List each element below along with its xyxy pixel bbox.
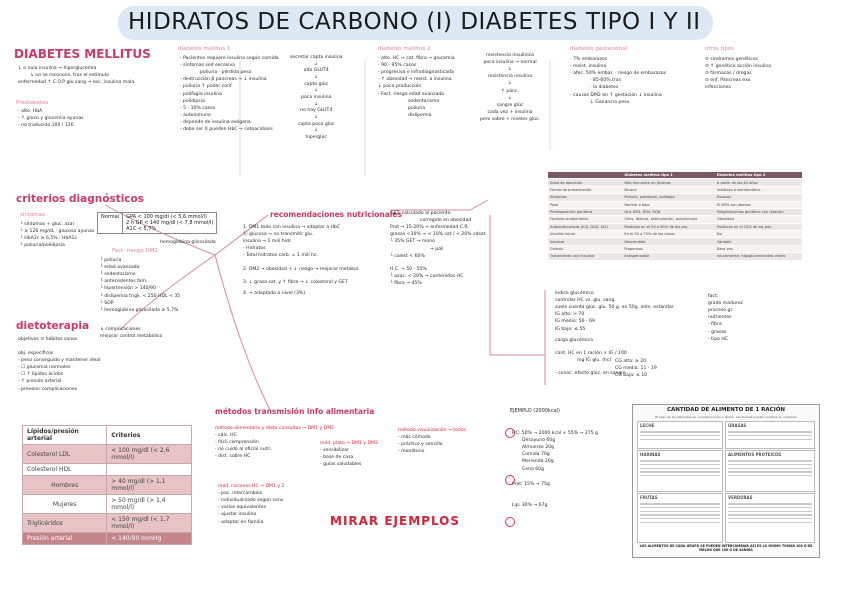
note-line: · 85-60% tras [590,78,621,84]
table-cell: Propensos [622,245,715,252]
table-cell: > 40 mg/dl (> 1,1 mmol/l) [107,476,192,495]
note-line: índice glucémico [555,291,594,296]
note-line: ↳ no se reconoce, tras el estímulo [30,73,109,79]
table-cell: No [715,231,802,238]
flow-step: resistencia insulina [488,74,533,80]
mirar-ejemplos-label: MIRAR EJEMPLOS [330,514,461,528]
step-1-circle-icon [505,428,515,438]
note-line: suele cuenta glúc. glu. 50 g. en 50g. alim. estándar [555,305,674,311]
food-cell-leche [637,421,723,449]
note-line: - tipo HC [708,336,729,342]
note-line: GET: calculado al paciente [390,211,451,216]
comparison-table-wrapper [548,172,802,261]
note-line: CG alta: ≥ 20 [615,359,647,364]
note-line: ⓑ glucosa → no transmitir glu. [243,232,314,238]
flow-step: poca insulina → normal [483,60,537,66]
criterios-sub-label: síntomas [20,212,45,218]
table-row [548,186,802,193]
note-line: ↓ poca producción [378,84,422,90]
note-line: └ azúc. < 20% → contenidos HC [390,273,464,279]
note-line: └ ≥ 126 mg/dL · glucosa ayunas [20,229,95,235]
normal-values [123,213,217,234]
note-line: IG medio: 56 - 69 [555,319,595,325]
note-line: H.C. → 50 - 55% [390,266,427,272]
gestacional-notes [570,56,666,106]
table-cell: Brusca [622,186,715,193]
food-cell-label: FRUTAS [640,495,658,500]
flow-arrow: ↓ [314,101,319,107]
note-line: └ fibra → 45% [390,280,422,286]
flow-arrow: ↓ [314,61,319,67]
box-caption: hemoglobina glicosilada [160,240,216,245]
ejemplo-notes [512,430,598,509]
note-line: obj. específicos [18,351,54,356]
food-cell-proteicos [725,450,815,492]
note-line: └ dislipemia trigli. < 250 HDL < 35 [100,293,181,299]
note-line: - varios equivalentes [218,505,266,511]
table-row [23,445,192,464]
note-line: fact. [708,294,719,299]
dietoterapia-objetivos [18,336,77,343]
risk-notes [100,257,180,314]
table-cell: Descendida [622,238,715,245]
note-line: corregido en obesidad [420,218,472,224]
note-line: · polifagia insulina [180,91,222,97]
metodos-col2 [320,440,378,468]
table-cell: Insidiosa o asintomática [715,186,802,193]
note-line: método alimentario y dieta consultas → DM1 y DM2 [215,426,335,431]
note-line: Merienda 20g [522,459,554,465]
note-line: Comida 70g [522,452,550,458]
note-line: poliuria · pérdida peso [200,70,252,76]
dm2-heading: diabetes mellitus 2 [378,46,431,52]
dietoterapia-notes [18,350,101,393]
note-line: Lip: 30% → 67g [512,502,548,508]
flow-step: ↑ pánc. [501,88,520,94]
note-line: - base de casa [320,455,354,461]
table-header: Criterios [107,426,192,445]
table-cell: Síntomas [548,194,622,201]
note-line: - autoinmune [180,112,211,118]
note-line: - Fact. riesgo edad avanzada [378,91,445,97]
flow-arrow: ↓ [508,67,512,73]
note-line: - progresiva e infradiagnosticada [378,70,454,76]
note-line: Desayuno 60g [522,438,556,444]
table-cell: Inicialmente, hipoglucemiantes orales [715,253,802,260]
note-line: infecciones [705,85,731,91]
note-line: └ hipertensión > 140/90 [100,286,156,292]
table-cell: A partir de los 40 años [715,179,802,186]
note-line: ⊙ síndromes genéticos [705,57,758,62]
dm1-heading: diabetes mellitus 1 [178,46,231,52]
table-cell: Factores ambientales [548,216,622,223]
flow-step: cada vez + insulina [487,109,533,115]
criterios-notes [20,221,94,249]
note-line: enfermedad ↑ C.O.P glu sang → sec. insulina mala [18,80,135,86]
note-line: - destrucción β pancreas → ↓ insulina [180,77,267,83]
metodos-col4 [218,483,285,526]
food-cell-label: ALIMENTOS PROTEICOS [728,452,782,457]
note-line: - grasas [708,329,727,335]
note-line: - cálc. HC [215,433,237,439]
table-row [23,533,192,545]
note-line: - ajustar insulina [218,512,257,518]
note-line: - ☐ glucemia normales [18,365,71,371]
table-cell: Predisposición genética [548,208,622,215]
note-line: ↓ o nula insulina → hiperglucemia [18,66,97,71]
table-row [548,179,802,186]
table-cell: Hombres [23,476,107,495]
food-cell-label: LECHE [640,423,655,428]
table-cell: Mujeres [23,495,107,514]
note-line: → poli [430,246,444,252]
flow-arrow: ↓ [508,81,512,87]
food-chart-subtitle: El peso de los alimentos se considera crudo y limpio. Las formas pueden medirse en cucharas [655,415,797,419]
note-line: - más cómodo [398,435,431,441]
note-line: IG alto: > 70 [555,312,585,318]
table-cell: Rara vez [715,245,802,252]
table-cell: Cetosis [548,245,622,252]
food-ration-chart [632,404,820,558]
table-header: Lípidos/presión arterial [23,426,107,445]
note-line: - resist. insulina [570,64,607,70]
table-cell [107,464,192,476]
table-row [548,238,802,245]
note-line: IG bajo: ≤ 55 [555,326,586,332]
note-line: - peso conseguido y mantener ideal [18,358,101,364]
note-line: - ↑ presión arterial [18,379,62,385]
food-cell-label: GRASAS [728,423,747,428]
note-line: sedentarismo [408,98,440,104]
criterios-heading: criterios diagnósticos [16,193,144,205]
note-line: └ SOP [100,300,114,306]
flow-step: capta glúc [304,81,329,87]
note-line: └ sedentarismo [100,272,136,278]
table-cell: Triglicéridos [23,514,107,533]
table-cell: Poligénica/mas genética con relación [715,208,802,215]
diabetes-mellitus-notes [18,65,134,86]
note-line: grado madurez [708,301,743,307]
note-line: ⊙ fármacos / drogas [705,71,752,77]
carga-glucemica-notes [615,358,657,379]
note-line: Cena 60g [522,466,544,472]
note-line: méd. plato → DM1 y DM2 [320,441,379,446]
table-cell: < 150 mg/dl (< 1,7 mmol/l) [107,514,192,533]
table-cell: Tratamiento con insulina [548,253,622,260]
note-line: └ 35% GET → mono [390,239,435,245]
flow-step: capta poca glúc [297,121,335,127]
note-line: - depende de insulina exógena [180,119,251,125]
table-row [23,514,192,533]
note-line: objetivos ⊙ hábitos sanos [18,337,78,342]
table-cell: Colesterol LDL [23,445,107,464]
comparison-header-row [548,172,802,179]
table-row [548,223,802,230]
note-line: CG media: 11 - 19 [615,366,657,372]
otros-tipos-heading: otros tipos [705,46,735,52]
note-line: 2. DM2 → obesidad + ↓ riesgo → mejorar metabol. [243,266,360,272]
get-notes [390,210,485,287]
note-line: ⊙ enf. Páncreas exo [705,78,751,84]
note-line: - individualizado según cons. [218,498,285,504]
flow-arrow: ↓ [314,114,319,120]
lipidos-table [22,425,192,545]
note-line: mg IG glu. (hc) [577,357,612,363]
note-line: dislipemia [408,112,432,118]
note-line: mejorar control metabólico [100,334,163,340]
table-cell: Presión arterial [23,533,107,545]
table-row [548,216,802,223]
flow-step: alto GLUT4 [303,68,329,74]
otros-tipos-notes [705,56,771,92]
note-line: ⊙ ↑ genética acción insulina [705,64,772,70]
table-cell: Peso [548,201,622,208]
note-line: └ hemoglobina glicosilada ≥ 5,7% [100,307,179,313]
note-line: - no traducido 100 / 126 [18,123,74,129]
table-cell: Obesidad [715,216,802,223]
table-row [548,245,802,252]
gestacional-heading: diabetes gestacional [570,46,627,52]
table-cell: Edad de aparición [548,179,622,186]
table-row [23,495,192,514]
note-line: - dist. sobre HC [215,454,251,460]
table-row [23,476,192,495]
note-line: grasas <30% → < 10% sat / < 20% cdsat [390,232,486,238]
flow-arrow: ↓ [314,74,319,80]
note-line: - afec. 50% embar. · riesgo de embarazos [570,71,666,77]
note-line: controlar HC vs. glu. sang. [555,298,616,304]
table-cell: < 140/90 mmHg [107,533,192,545]
flow-step: sangre glúc [496,102,524,108]
step-3-circle-icon [505,517,515,527]
note-line: 3. ↓ grasa sat. y ↑ fibra → ↓ colesterol y GET [243,279,348,285]
table-row [548,253,802,260]
note-line: - práctico y sencillo [398,442,443,448]
note-line: - alte. HbA [18,109,43,114]
table-cell: HLA DR3, DR4, DQ8 [622,208,715,215]
note-line: carga glucémica [555,337,593,343]
food-cell-harinas [637,450,723,492]
table-cell: Variable [715,238,802,245]
note-line: Prot → 15-20% → enfermedad C.R. [390,225,469,231]
metodos-col1 [215,425,334,461]
normal-values-table [97,212,217,234]
note-line: └ edad avanzada [100,265,140,271]
note-line: 1. DM1 todo con insulina → adaptar a HbC [243,225,341,230]
normal-value-line: GPA < 100 mg/dl (< 5,6 mmol/l) [126,214,207,220]
table-cell: Más frecuente en jóvenes [622,179,715,186]
table-row [548,208,802,215]
note-line: insulina → 1 mili hidr. [243,239,292,245]
note-line: - causas DM2 en ↑ gestación ↓ insulina [570,92,662,98]
food-cell-frutas [637,493,723,543]
note-line: proceso gr. [708,308,734,314]
note-line: · la diabetes [590,85,619,91]
table-cell: Insulina [548,238,622,245]
note-line: CG baja: ≤ 10 [615,373,648,379]
dm2-notes [378,55,455,119]
note-line: - ↑ gluco y glucemia ayunas [18,116,84,122]
note-line: - 5 - 10% casos [180,105,216,111]
note-line: - fibra [708,322,722,328]
flow-arrow: ↓ [314,128,319,134]
note-line: - debe ser X pueden HbC → cetoacidosis [180,127,273,133]
food-cell-grasas [725,421,815,449]
table-row [548,231,802,238]
table-cell: > 50 mg/dl (> 1,4 mmol/l) [107,495,192,514]
prediabetes-label: Prediabetes [16,100,49,106]
note-line: 4. → adaptado a nivel (3%) [243,290,306,296]
note-line: - 90 - 95% casos [378,63,417,69]
table-cell: Positivos en el 10% de los pac. [715,223,802,230]
table-cell: < 100 mg/dl (< 2,6 mmol/l) [107,445,192,464]
comparison-header [548,172,622,179]
note-line: · poliuria ↑ poder conf. [180,84,233,90]
normal-value-line: A1C < 5,7% [126,226,157,232]
metodos-heading: métodos transmisión info alimentaria [215,407,375,416]
metodos-col3 [398,427,466,455]
risk-label: Fact. riesgo DM2 [112,248,158,254]
note-line: └ poliuria [100,258,122,263]
note-line: - ↑ obesidad → resist. a insulina [378,77,452,83]
note-line: nutrientes [708,315,732,321]
table-cell: Autoanticuerpos (ICA, GAD, IA2) [548,223,622,230]
note-line: - síntomas sed excesiva [180,63,235,69]
note-line: - fácil comprensión [215,440,259,446]
table-cell: Escasos [715,194,802,201]
food-cell-label: VERDURAS [728,495,753,500]
table-cell: En el 50 a 75% de los casos [622,231,715,238]
flow-step: pero sobre + niveles glúc. [480,116,541,122]
note-line: - Total hidratos carb. = 1 mili hc. [243,253,318,259]
note-line: - alte. HC → cat. fibra → glucemia [378,56,455,61]
note-line: · polidipsia [180,98,205,104]
note-line: - prevenir complicaciones [18,386,78,392]
table-cell: Forma de presentación [548,186,622,193]
table-cell: Insulitis inicial [548,231,622,238]
table-cell: Indispensable [622,253,715,260]
table-cell: Normal o bajo [622,201,715,208]
prediabetes-notes [18,108,84,129]
criterios-box [97,212,217,234]
food-chart-title: CANTIDAD DE ALIMENTO DE 1 RACIÓN [666,407,786,413]
dm2-flow [480,52,540,123]
note-line: ↓ Ganancia peso [590,99,630,105]
note-line: └ HbA1c ≥ 6,5% · HbA1c [20,236,77,242]
note-line: - Pacientes requiere insulina según comida [180,56,279,61]
note-line: - adaptar en familia [218,519,264,525]
page-title: HIDRATOS DE CARBONO (I) DIABETES TIPO I Y II [128,9,701,35]
note-line: └ síntomas + gluc. azar [20,222,75,227]
dm1-notes [180,55,279,133]
recomendaciones-notes [243,224,360,297]
note-line: - 7% embarazos [570,57,608,62]
step-2-circle-icon [505,475,515,485]
table-row [548,194,802,201]
normal-label: Normal [98,213,123,234]
table-row [548,201,802,208]
table-row [23,464,192,476]
comparison-header: Diabetes mellitus tipo 1 [622,172,715,179]
note-line: ↳ complicaciones [100,327,141,332]
note-line: - Hidratos [243,246,266,252]
note-line: Prot: 15% → 75g [512,481,550,487]
note-line: - no cuidó al oficial nutri. [215,447,273,453]
note-line: - guías saludables [320,462,362,468]
factores-notes [708,293,743,343]
table-cell: El 80% son obesos [715,201,802,208]
note-line: méd. raciones HC → DM1 y 2 [218,484,285,489]
table-cell: Virus, tóxicos, estimulación, autoinmune [622,216,715,223]
note-line: - monótono [398,449,425,455]
comparison-header: Diabetes mellitus tipo 2 [715,172,802,179]
food-cell-verduras [725,493,815,543]
note-line: - ☐ ↑ lípidos ácidos [18,372,64,378]
food-cell-label: HARINAS [640,452,661,457]
food-chart-footer: LOS ALIMENTOS DE CADA GRUPO SE PUEDEN INTERCAMBIAR ASÍ ES LO MISMO TOMAR 100 G DE MELÓN QUE 150 G DE SANDÍA [639,544,813,553]
note-line: └ poliuria/polidipsia [20,243,65,249]
flow-arrow: ↓ [508,95,512,101]
note-line: HC: 50% → 2000 kcal × 55% → 275 g [512,431,598,436]
dietoterapia-complicaciones [100,326,162,340]
flow-step: poca insulina [301,94,332,100]
flow-step: hiperglúc [305,134,327,140]
note-line: cont. HC en 1 ración × IG / 100 [555,350,627,356]
recomendaciones-heading: recomendaciones nutricionales [270,210,402,219]
comparison-table [548,172,802,261]
lipidos-table-wrapper [22,425,192,545]
table-cell: Poliuria, polidipsia, polifagia [622,194,715,201]
flow-step: no hay GLUT4 [300,108,333,114]
table-cell: Positivos en el 50 a 85% de los pac. [622,223,715,230]
note-line: poliuria [408,105,426,111]
note-line: método visualización → todos [398,428,467,433]
note-line: └ colest < 60% [390,253,425,259]
diabetes-mellitus-heading: DIABETES MELLITUS [14,47,151,61]
flow-arrow: ↓ [314,88,319,94]
note-line: Almuerzo 20g [522,445,554,451]
note-line: - conoc. efecto glúc. en sangre [555,370,626,376]
dm1-flow [290,55,342,142]
ejemplo-heading: EJEMPLO (2000kcal) [510,408,560,414]
normal-value-line: 2 h GP < 140 mg/dl (< 7,8 mmol/l) [126,220,214,226]
note-line: └ antecedentes fam. [100,279,148,285]
note-line: - sensibilizar [320,448,349,454]
flow-step: resistencia insulínica [486,53,534,58]
table-cell: Colesterol HDL [23,464,107,476]
note-line: - pac. intercambios [218,491,263,497]
flow-step: secretar capta insulina [290,55,343,60]
dietoterapia-heading: dietoterapia [16,320,90,332]
